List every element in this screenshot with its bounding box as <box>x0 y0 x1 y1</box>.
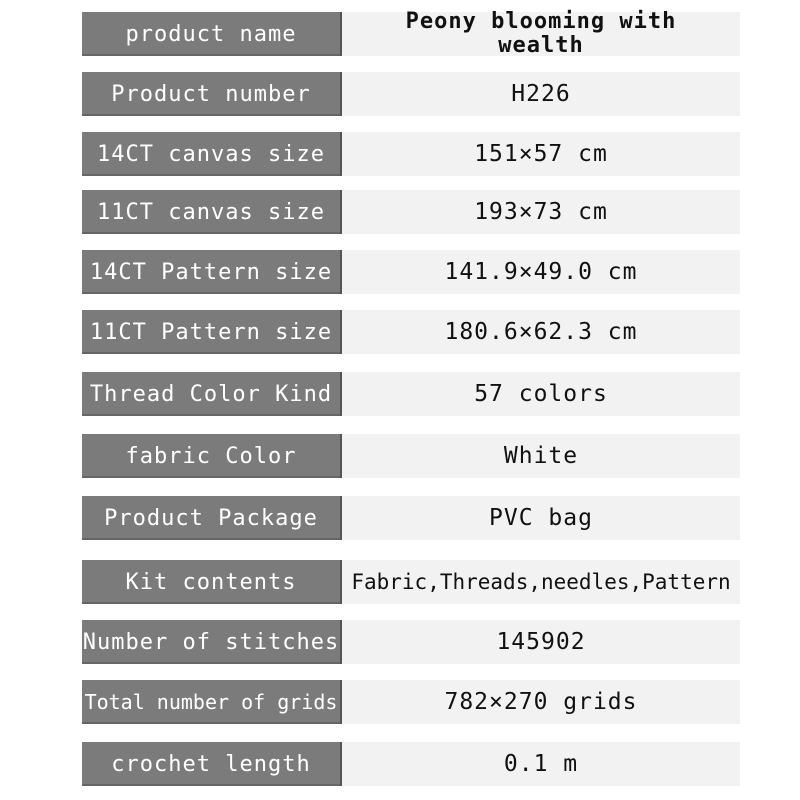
spec-label: Product number <box>82 72 342 116</box>
spec-label: fabric Color <box>82 434 342 478</box>
spec-row-11ct-pattern-size <box>82 310 740 354</box>
spec-label: Product Package <box>82 496 342 540</box>
spec-value: 57 colors <box>342 372 740 416</box>
spec-label: 11CT Pattern size <box>82 310 342 354</box>
spec-row-thread-color-kind <box>82 372 740 416</box>
spec-value: White <box>342 434 740 478</box>
spec-row-kit-contents <box>82 560 740 604</box>
spec-value: PVC bag <box>342 496 740 540</box>
spec-row-number-of-stitches <box>82 620 740 664</box>
spec-value: Peony blooming with wealth <box>342 12 740 56</box>
spec-value: 145902 <box>342 620 740 664</box>
spec-row-product-name <box>82 9 740 58</box>
spec-row-product-package <box>82 496 740 540</box>
spec-row-fabric-color <box>82 434 740 478</box>
spec-value: 0.1 m <box>342 742 740 786</box>
spec-value: Fabric,Threads,needles,Pattern <box>342 560 740 604</box>
spec-label: Thread Color Kind <box>82 372 342 416</box>
spec-row-product-number <box>82 72 740 116</box>
spec-row-11ct-canvas-size <box>82 190 740 234</box>
spec-label: 14CT Pattern size <box>82 250 342 294</box>
spec-label: crochet length <box>82 742 342 786</box>
spec-value: 151×57 cm <box>342 132 740 176</box>
spec-label: 14CT canvas size <box>82 132 342 176</box>
spec-value: H226 <box>342 72 740 116</box>
spec-label: 11CT canvas size <box>82 190 342 234</box>
spec-label: Total number of grids <box>82 680 342 724</box>
spec-row-14ct-pattern-size <box>82 250 740 294</box>
spec-row-14ct-canvas-size <box>82 132 740 176</box>
spec-value: 141.9×49.0 cm <box>342 250 740 294</box>
spec-label: Kit contents <box>82 560 342 604</box>
spec-value: 180.6×62.3 cm <box>342 310 740 354</box>
spec-row-crochet-length <box>82 742 740 786</box>
spec-label: Number of stitches <box>82 620 342 664</box>
spec-label: product name <box>82 12 342 56</box>
spec-value: 193×73 cm <box>342 190 740 234</box>
spec-value: 782×270 grids <box>342 680 740 724</box>
spec-row-total-number-of-grids <box>82 680 740 724</box>
